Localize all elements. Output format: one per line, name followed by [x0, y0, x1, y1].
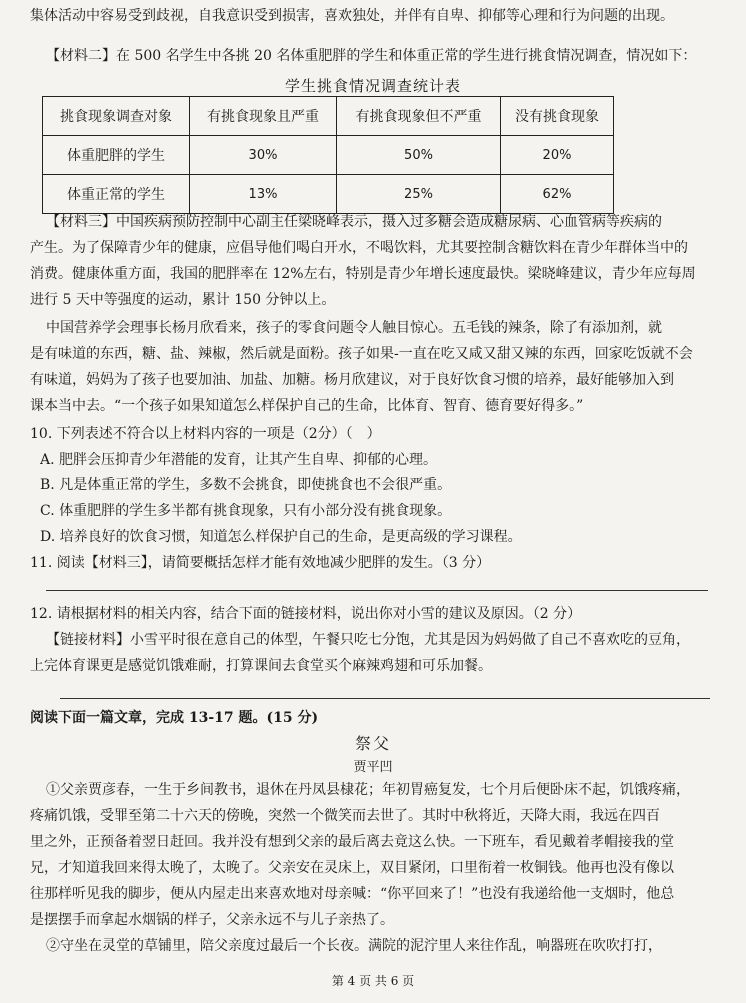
question-12: 12. 请根据材料的相关内容，结合下面的链接材料，说出你对小雪的建议及原因。（2 分）	[30, 606, 582, 622]
survey-table	[42, 96, 614, 214]
essay-paragraph-line: ①父亲贾彦春，一生于乡间教书，退休在丹凤县棣花；年初胃癌复发，七个月后便卧床不起，饥饿疼痛，	[46, 782, 690, 798]
table-header-cell: 有挑食现象但不严重	[337, 97, 501, 136]
option-d: D. 培养良好的饮食习惯，知道怎么样保护自己的生命，是更高级的学习课程。	[40, 529, 522, 545]
answer-line	[60, 698, 710, 699]
text-line: 集体活动中容易受到歧视，自我意识受到损害，喜欢独处，并伴有自卑、抑郁等心理和行为问题的出现。	[30, 8, 674, 24]
option-a: A. 肥胖会压抑青少年潜能的发育，让其产生自卑、抑郁的心理。	[40, 452, 438, 468]
material-three-line: 消费。健康体重方面，我国的肥胖率在 12%左右，特别是青少年增长速度最快。梁晓峰建议，青少年应每周	[30, 266, 696, 282]
question-11: 11. 阅读【材料三】，请简要概括怎样才能有效地减少肥胖的发生。（3 分）	[30, 555, 491, 571]
essay-paragraph-line: ②守坐在灵堂的草铺里，陪父亲度过最后一个长夜。满院的泥泞里人来往作乱，响器班在吹吹打打，	[46, 938, 662, 954]
option-b: B. 凡是体重正常的学生，多数不会挑食，即使挑食也不会很严重。	[40, 477, 452, 493]
material-three-line: 有味道，妈妈为了孩子也要加油、加盐、加糖。杨月欣建议，对于良好饮食习惯的培养，最好能够加入到	[30, 372, 674, 388]
essay-author: 贾平凹	[353, 760, 393, 775]
row-label: 体重正常的学生	[43, 175, 190, 214]
link-material-line: 【链接材料】小雪平时很在意自己的体型，午餐只吃七分饱，尤其是因为妈妈做了自己不喜欢吃的豆角，	[46, 632, 690, 648]
question-10: 10. 下列表述不符合以上材料内容的一项是（2分）（ ）	[30, 426, 381, 442]
material-three-line: 产生。为了保障青少年的健康，应倡导他们喝白开水，不喝饮料，尤其要控制含糖饮料在青少年群体当中的	[30, 240, 688, 256]
page-number: 第 4 页 共 6 页	[331, 974, 415, 988]
essay-paragraph-line: 兄，才知道我回来得太晚了，太晚了。父亲安在灵床上，双目紧闭，口里衔着一枚铜钱。他再也没有像以	[30, 860, 674, 876]
material-three-line: 中国营养学会理事长杨月欣看来，孩子的零食问题令人触目惊心。五毛钱的辣条，除了有添加剂，就	[46, 320, 662, 336]
material-three-line: 进行 5 天中等强度的运动，累计 150 分钟以上。	[30, 292, 336, 308]
table-cell: 25%	[337, 175, 501, 214]
material-three-line: 【材料三】中国疾病预防控制中心副主任梁晓峰表示，摄入过多糖会造成糖尿病、心血管病等疾病的	[46, 214, 662, 230]
material-three-line: 课本当中去。“一个孩子如果知道怎么样保护自己的生命，比体育、智育、德育要好得多。”	[30, 398, 584, 414]
essay-title: 祭父	[354, 734, 391, 753]
table-row	[43, 136, 614, 175]
table-row	[43, 175, 614, 214]
option-c: C. 体重肥胖的学生多半都有挑食现象，只有小部分没有挑食现象。	[40, 503, 452, 519]
table-cell: 13%	[190, 175, 337, 214]
table-header-cell: 没有挑食现象	[501, 97, 614, 136]
essay-paragraph-line: 往那样听见我的脚步，便从内屋走出来喜欢地对母亲喊：“你平回来了！”也没有我递给他一支烟时，他总	[30, 886, 675, 902]
row-label: 体重肥胖的学生	[43, 136, 190, 175]
essay-paragraph-line: 疼痛饥饿，受罪至第二十六天的傍晚，突然一个微笑而去世了。其时中秋将近，天降大雨，我远在四百	[30, 808, 660, 824]
answer-line	[46, 590, 708, 591]
table-cell: 30%	[190, 136, 337, 175]
essay-paragraph-line: 里之外，正预备着翌日赶回。我并没有想到父亲的最后离去竟这么快。一下班车，看见戴着孝帽接我的堂	[30, 834, 674, 850]
table-header-row	[43, 97, 614, 136]
material-two-intro: 【材料二】在 500 名学生中各挑 20 名体重肥胖的学生和体重正常的学生进行挑食情况调查，情况如下：	[46, 48, 697, 64]
link-material-line: 上完体育课更是感觉饥饿难耐，打算课间去食堂买个麻辣鸡翅和可乐加餐。	[30, 658, 492, 674]
reading-instructions: 阅读下面一篇文章，完成 13-17 题。(15 分)	[30, 710, 319, 726]
table-header-cell: 挑食现象调查对象	[43, 97, 190, 136]
table-cell: 20%	[501, 136, 614, 175]
table-header-cell: 有挑食现象且严重	[190, 97, 337, 136]
table-cell: 62%	[501, 175, 614, 214]
table-cell: 50%	[337, 136, 501, 175]
material-three-line: 是有味道的东西，糖、盐、辣椒，然后就是面粉。孩子如果-一直在吃又咸又甜又辣的东西，回家吃饭就不会	[30, 346, 693, 362]
essay-paragraph-line: 是摆摆手而拿起水烟锅的样子，父亲永远不与儿子亲热了。	[30, 912, 394, 928]
table-caption: 学生挑食情况调查统计表	[284, 77, 461, 95]
